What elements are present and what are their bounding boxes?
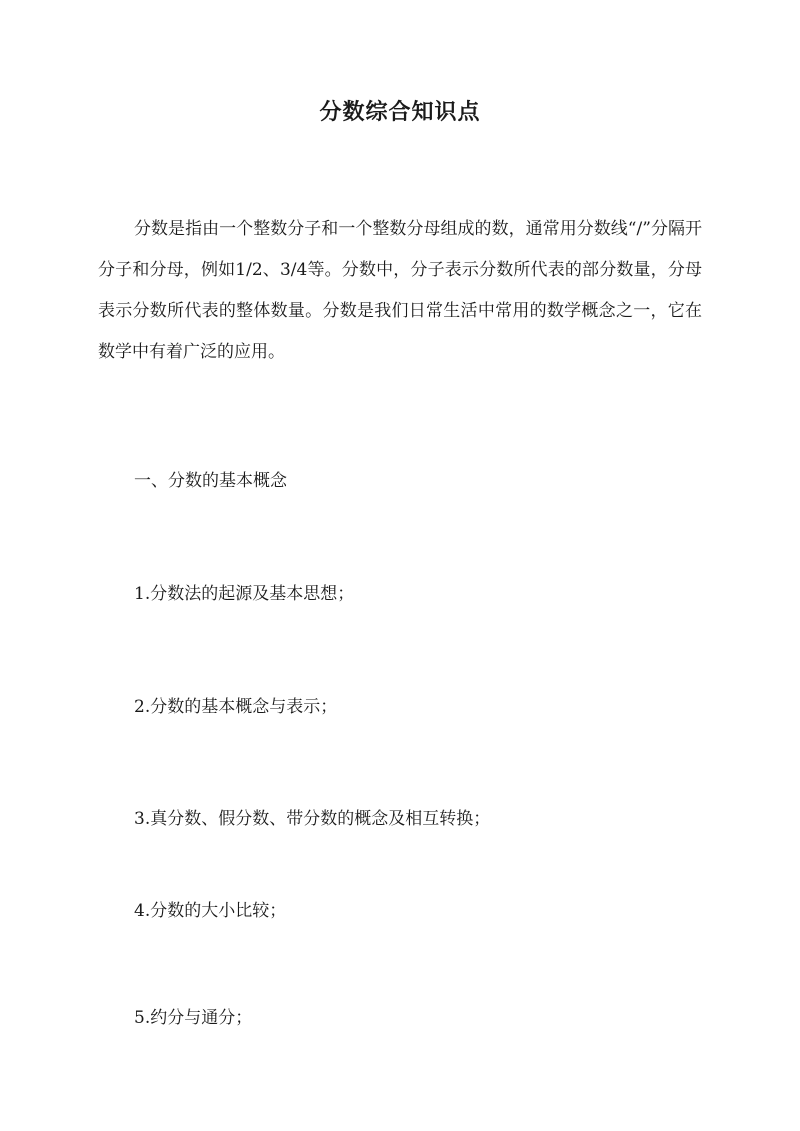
intro-paragraph: 分数是指由一个整数分子和一个整数分母组成的数，通常用分数线“/”分隔开分子和分母，例如1/2、3/4等。分数中，分子表示分数所代表的部分数量，分母表示分数所代表的整体数量。分数是我们日常生活中常用的数学概念之一，它在数学中有着广泛的应用。 xyxy=(98,219,702,362)
section-heading: 一、分数的基本概念 xyxy=(134,471,287,491)
list-item: 4.分数的大小比较； xyxy=(134,901,287,921)
document-title: 分数综合知识点 xyxy=(319,99,481,125)
list-item: 1.分数法的起源及基本思想； xyxy=(134,584,355,604)
list-item: 2.分数的基本概念与表示； xyxy=(134,697,338,717)
list-item: 5.约分与通分； xyxy=(134,1008,253,1028)
list-item: 3.真分数、假分数、带分数的概念及相互转换； xyxy=(134,809,491,829)
